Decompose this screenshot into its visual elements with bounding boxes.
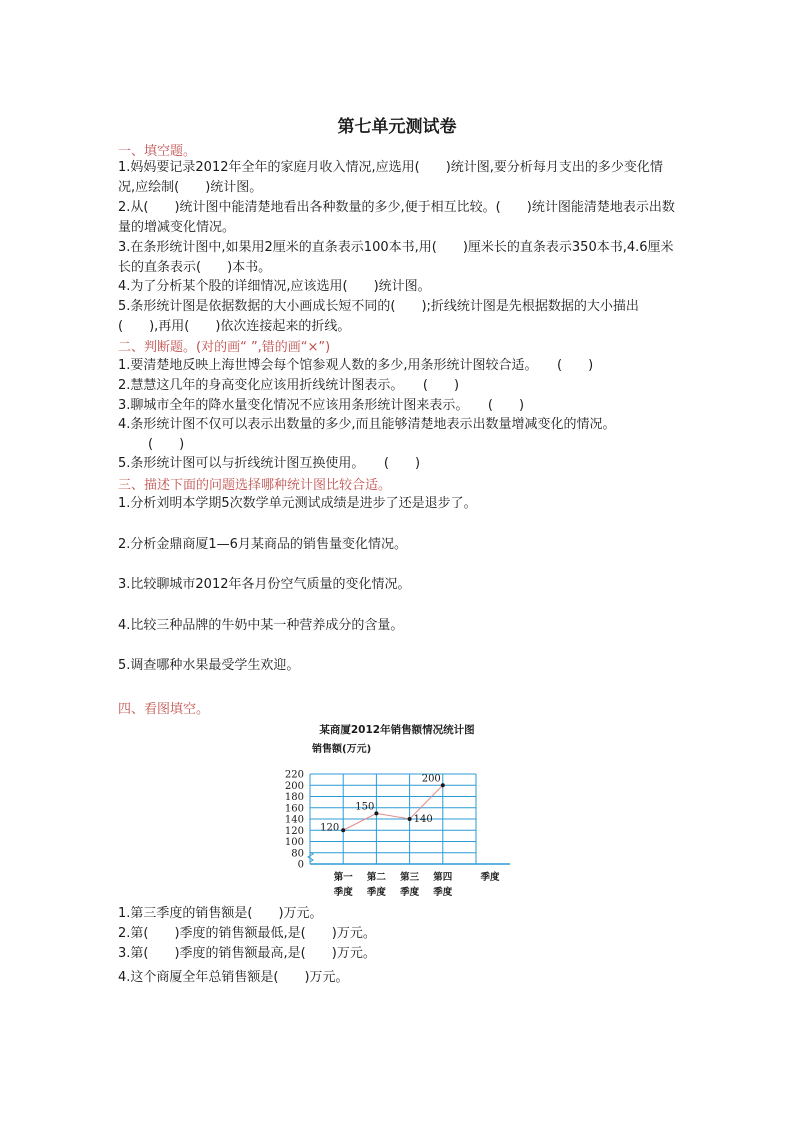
chart-title: 某商厦2012年销售额情况统计图 [319,724,475,736]
judge-question-1: 1.要清楚地反映上海世博会每个馆参观人数的多少,用条形统计图较合适。 ( ) [118,358,594,373]
y-tick-label: 200 [284,780,304,792]
describe-question-1: 1.分析刘明本学期5次数学单元测试成绩是进步了还是退步了。 [118,496,477,511]
x-category-label: 季度 [400,887,420,898]
chart-question-2: 2.第( )季度的销售额最低,是( )万元。 [118,926,376,941]
x-category-label: 季度 [433,887,453,898]
x-axis-label: 季度 [480,872,500,883]
data-label: 140 [413,814,433,825]
section-fill-blanks-heading: 一、填空题。 [118,144,197,159]
chart-question-1: 1.第三季度的销售额是( )万元。 [118,906,323,921]
judge-question-4-answer-blank: ( ) [148,437,185,452]
describe-question-2: 2.分析金鼎商厦1—6月某商品的销售量变化情况。 [118,537,407,552]
section-describe-heading: 三、描述下面的问题选择哪种统计图比较合适。 [118,478,392,493]
y-tick-label: 80 [291,848,304,860]
y-tick-label: 120 [284,825,304,837]
describe-question-4: 4.比较三种品牌的牛奶中某一种营养成分的含量。 [118,618,404,633]
y-tick-label: 100 [284,837,304,848]
y-tick-label: 140 [284,814,304,826]
data-point [341,828,345,832]
x-category-label: 季度 [333,887,353,898]
fill-blank-question-3: 3.在条形统计图中,如果用2厘米的直条表示100本书,用( )厘米长的直条表示350本书,4.6厘米长的直条表示( )本书。 [118,240,674,275]
data-point [374,811,378,815]
x-category-label: 第四 [433,872,453,883]
chart-question-3: 3.第( )季度的销售额最高,是( )万元。 [118,946,376,961]
y-tick-label: 180 [284,792,304,803]
describe-question-3: 3.比较聊城市2012年各月份空气质量的变化情况。 [118,577,411,592]
judge-question-3: 3.聊城市全年的降水量变化情况不应该用条形统计图来表示。 ( ) [118,398,525,413]
describe-question-5: 5.调查哪种水果最受学生欢迎。 [118,658,300,673]
y-tick-label: 220 [284,769,304,781]
x-category-label: 第二 [366,872,386,883]
page-title: 第七单元测试卷 [337,117,457,137]
y-axis-label: 销售额(万元) [312,744,372,755]
fill-blank-question-2: 2.从( )统计图中能清楚地看出各种数量的多少,便于相互比较。( )统计图能清楚地表示出数量的增减变化情况。 [118,200,675,235]
data-point [441,783,445,787]
judge-question-5: 5.条形统计图可以与折线统计图互换使用。 ( ) [118,456,421,471]
section-judge-heading: 二、判断题。(对的画“ ”,错的画“×”) [118,340,331,355]
x-category-label: 第三 [400,872,420,883]
fill-blank-question-1: 1.妈妈要记录2012年全年的家庭月收入情况,应选用( )统计图,要分析每月支出的多少变化情况,应绘制( )统计图。 [118,160,663,195]
y-tick-label: 0 [297,859,304,871]
chart-question-4: 4.这个商厦全年总销售额是( )万元。 [118,970,349,985]
x-category-label: 第一 [333,872,353,883]
data-label: 150 [355,801,375,813]
fill-blank-question-5: 5.条形统计图是依据数据的大小画成长短不同的( );折线统计图是先根据数据的大小描出( ),再用( )依次连接起来的折线。 [118,299,639,334]
x-category-label: 季度 [366,887,386,898]
data-label: 200 [421,773,441,785]
data-label: 120 [320,822,340,834]
data-point [408,817,412,821]
judge-question-4: 4.条形统计图不仅可以表示出数量的多少,而且能够清楚地表示出数量增减变化的情况。 [118,417,616,432]
section-chart-heading: 四、看图填空。 [118,702,210,717]
judge-question-2: 2.慧慧这几年的身高变化应该用折线统计图表示。 ( ) [118,378,460,393]
y-tick-label: 160 [284,803,304,815]
fill-blank-question-4: 4.为了分析某个股的详细情况,应该选用( )统计图。 [118,279,431,294]
